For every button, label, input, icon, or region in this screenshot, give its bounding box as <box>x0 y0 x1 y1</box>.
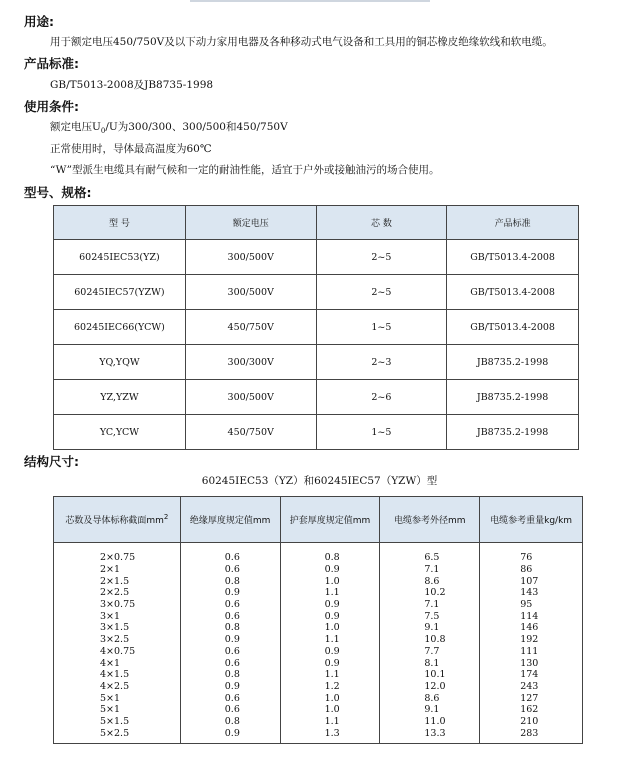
temperature-text: 正常使用时，导体最高温度为60℃ <box>50 143 212 155</box>
dimension-table <box>53 496 583 744</box>
table-cell: 9.1 <box>380 622 480 634</box>
table-row <box>54 599 583 611</box>
table-cell: 0.9 <box>180 634 280 646</box>
standard-heading: 产品标准: <box>24 56 79 71</box>
dimensions-heading: 结构尺寸: <box>24 454 79 469</box>
table-cell: 1.1 <box>280 716 380 728</box>
table-row: YC,YCW 450/750V 1~5 JB8735.2-1998 <box>54 415 579 450</box>
table-cell: 5×1.5 <box>54 716 181 728</box>
table-cell: 1.0 <box>280 692 380 704</box>
table-header-row <box>54 497 583 543</box>
table-cell: 10.8 <box>380 634 480 646</box>
table-cell: 4×2.5 <box>54 681 181 693</box>
table-cell: 2×1.5 <box>54 575 181 587</box>
table-cell: 7.1 <box>380 599 480 611</box>
table-header-row <box>54 206 579 240</box>
table-cell: 2×2.5 <box>54 587 181 599</box>
table-cell: 107 <box>480 575 583 587</box>
table-cell: 7.7 <box>380 646 480 658</box>
col-header-cores: 芯 数 <box>316 206 447 240</box>
usage-heading: 用途: <box>24 14 54 29</box>
table-cell: 3×1 <box>54 610 181 622</box>
table-cell: 0.8 <box>180 716 280 728</box>
table-row <box>54 634 583 646</box>
table-cell: 0.9 <box>280 599 380 611</box>
table-cell: 162 <box>480 704 583 716</box>
table-cell: 0.6 <box>180 564 280 576</box>
col-header-sheath: 护套厚度规定值mm <box>280 497 380 543</box>
table-cell: 8.1 <box>380 657 480 669</box>
col-header-weight: 电缆参考重量kg/km <box>480 497 583 543</box>
table-row: YQ,YQW 300/300V 2~3 JB8735.2-1998 <box>54 345 579 380</box>
table-cell: 192 <box>480 634 583 646</box>
table-cell: 11.0 <box>380 716 480 728</box>
table-row <box>54 727 583 743</box>
table-cell: 1.2 <box>280 681 380 693</box>
table-cell: 1.0 <box>280 704 380 716</box>
table-cell: 3×1.5 <box>54 622 181 634</box>
table-row <box>54 610 583 622</box>
models-heading: 型号、规格: <box>24 185 92 200</box>
table-cell: 10.2 <box>380 587 480 599</box>
table-cell: 5×2.5 <box>54 727 181 743</box>
w-note-text: “W”型派生电缆具有耐气候和一定的耐油性能，适宜于户外或接触油污的场合使用。 <box>50 164 440 176</box>
table-cell: 1.0 <box>280 622 380 634</box>
table-cell: 86 <box>480 564 583 576</box>
table-cell: 0.9 <box>180 681 280 693</box>
table-row: 60245IEC53(YZ) 300/500V 2~5 GB/T5013.4-2008 <box>54 240 579 275</box>
col-header-model: 型 号 <box>54 206 186 240</box>
table-cell: 0.6 <box>180 704 280 716</box>
table-cell: 0.8 <box>180 669 280 681</box>
table-cell: 12.0 <box>380 681 480 693</box>
table-cell: 1.3 <box>280 727 380 743</box>
table-cell: 0.6 <box>180 599 280 611</box>
table-cell: 0.6 <box>180 692 280 704</box>
table-cell: 0.9 <box>180 727 280 743</box>
conditions-heading: 使用条件: <box>24 99 79 114</box>
table-cell: 4×1.5 <box>54 669 181 681</box>
table-row: 60245IEC57(YZW) 300/500V 2~5 GB/T5013.4-2008 <box>54 275 579 310</box>
table-cell: 95 <box>480 599 583 611</box>
table-cell: 1.1 <box>280 634 380 646</box>
table-cell: 1.0 <box>280 575 380 587</box>
table-row <box>54 669 583 681</box>
table-cell: 5×1 <box>54 704 181 716</box>
col-header-section: 芯数及导体标称截面$mm^2$ <box>54 497 181 543</box>
standard-text: GB/T5013-2008及JB8735-1998 <box>50 79 214 91</box>
table-cell: 243 <box>480 681 583 693</box>
dimension-table-body <box>54 543 583 744</box>
table-row <box>54 543 583 564</box>
table-cell: 6.5 <box>380 543 480 564</box>
table-row <box>54 692 583 704</box>
table-row <box>54 681 583 693</box>
table-cell: 0.9 <box>180 587 280 599</box>
table-row <box>54 587 583 599</box>
col-header-diameter: 电缆参考外径mm <box>380 497 480 543</box>
table-cell: 130 <box>480 657 583 669</box>
table-cell: 2×1 <box>54 564 181 576</box>
table-cell: 9.1 <box>380 704 480 716</box>
table-row <box>54 564 583 576</box>
table-row: YZ,YZW 300/500V 2~6 JB8735.2-1998 <box>54 380 579 415</box>
table-cell: 4×0.75 <box>54 646 181 658</box>
table-cell: 5×1 <box>54 692 181 704</box>
table-cell: 76 <box>480 543 583 564</box>
table-cell: 7.5 <box>380 610 480 622</box>
col-header-voltage: 额定电压 <box>185 206 316 240</box>
table-cell: 210 <box>480 716 583 728</box>
table-cell: 0.9 <box>280 564 380 576</box>
table-cell: 0.9 <box>280 657 380 669</box>
table-row <box>54 716 583 728</box>
table-cell: 2×0.75 <box>54 543 181 564</box>
voltage-text: 额定电压$U_0/U$为300/300、300/500和450/750V <box>50 121 288 136</box>
table-cell: 0.9 <box>280 646 380 658</box>
table-row: 60245IEC66(YCW) 450/750V 1~5 GB/T5013.4-2008 <box>54 310 579 345</box>
table-cell: 0.9 <box>280 610 380 622</box>
table-cell: 0.6 <box>180 646 280 658</box>
table-cell: 114 <box>480 610 583 622</box>
usage-text: 用于额定电压450/750V及以下动力家用电器及各种移动式电气设备和工具用的铜芯橡皮绝缘软线和软电缆。 <box>50 36 553 48</box>
table-cell: 8.6 <box>380 692 480 704</box>
table-cell: 0.6 <box>180 610 280 622</box>
dimensions-caption: 60245IEC53（YZ）和60245IEC57（YZW）型 <box>201 475 438 487</box>
table-cell: 13.3 <box>380 727 480 743</box>
table-cell: 0.8 <box>180 575 280 587</box>
table-cell: 174 <box>480 669 583 681</box>
table-cell: 10.1 <box>380 669 480 681</box>
table-cell: 0.6 <box>180 657 280 669</box>
col-header-insulation: 绝缘厚度规定值mm <box>180 497 280 543</box>
table-row <box>54 575 583 587</box>
table-cell: 146 <box>480 622 583 634</box>
top-rule <box>190 0 430 2</box>
table-cell: 1.1 <box>280 669 380 681</box>
table-row <box>54 646 583 658</box>
table-cell: 143 <box>480 587 583 599</box>
table-cell: 127 <box>480 692 583 704</box>
table-cell: 111 <box>480 646 583 658</box>
table-cell: 7.1 <box>380 564 480 576</box>
table-cell: 3×0.75 <box>54 599 181 611</box>
table-row <box>54 622 583 634</box>
table-row <box>54 704 583 716</box>
table-cell: 8.6 <box>380 575 480 587</box>
table-cell: 3×2.5 <box>54 634 181 646</box>
table-cell: 4×1 <box>54 657 181 669</box>
table-cell: 283 <box>480 727 583 743</box>
table-cell: 0.8 <box>280 543 380 564</box>
col-header-standard: 产品标准 <box>447 206 579 240</box>
table-cell: 1.1 <box>280 587 380 599</box>
table-cell: 0.6 <box>180 543 280 564</box>
table-row <box>54 657 583 669</box>
table-cell: 0.8 <box>180 622 280 634</box>
model-spec-table <box>53 205 579 450</box>
